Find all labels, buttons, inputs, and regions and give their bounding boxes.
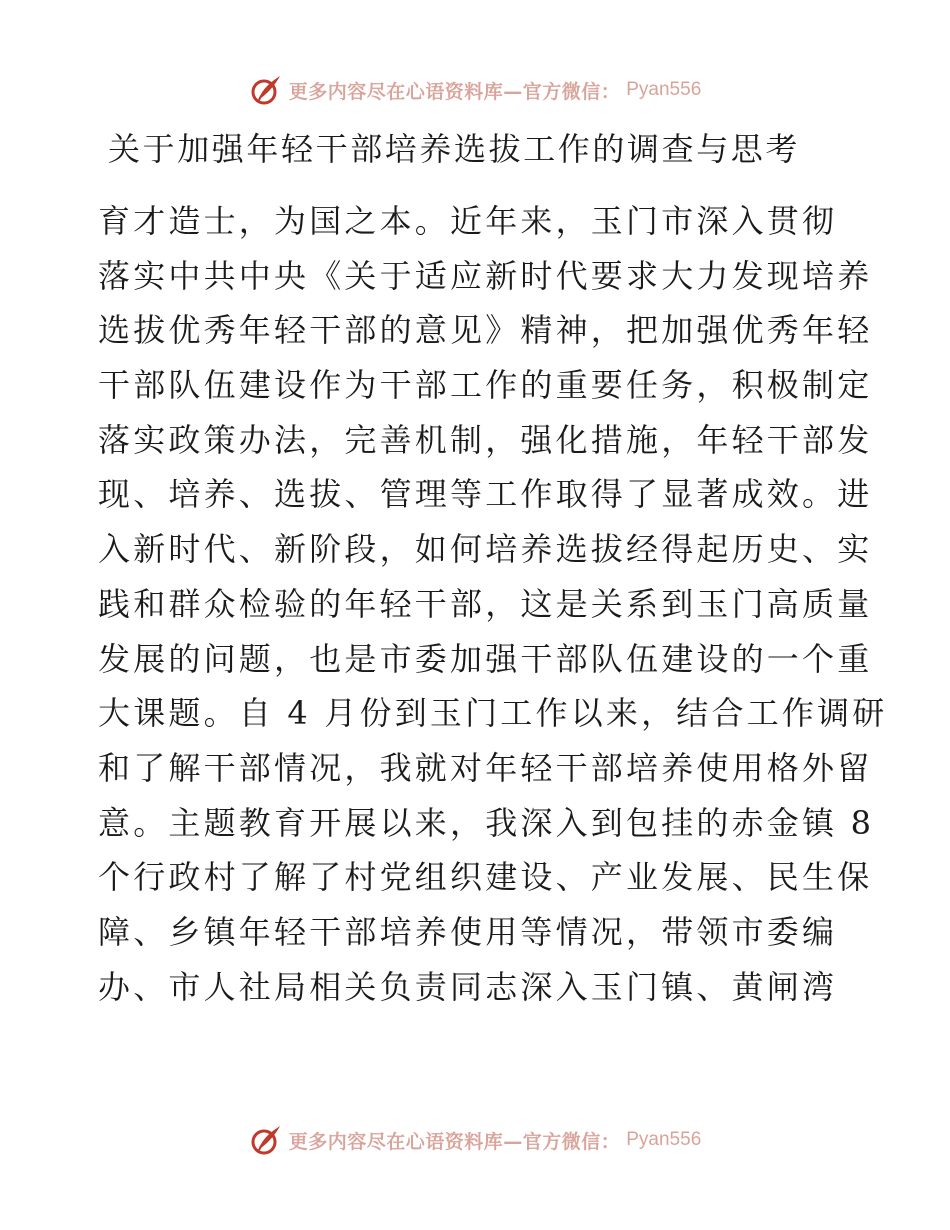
body-line: 干部队伍建设作为干部工作的重要任务，积极制定 [98, 366, 873, 405]
watermark-wechat-id: Pyan556 [626, 79, 702, 100]
body-line: 办、市人社局相关负责同志深入玉门镇、黄闸湾 [98, 967, 838, 1006]
watermark-text: 更多内容尽在心语资料库—官方微信： [288, 80, 621, 103]
body-line: 和了解干部情况，我就对年轻干部培养使用格外留 [98, 748, 873, 787]
body-line: 大课题。自 4 月份到玉门工作以来，结合工作调研 [98, 694, 888, 733]
body-line: 践和群众检验的年轻干部，这是关系到玉门高质量 [98, 584, 873, 623]
body-line: 障、乡镇年轻干部培养使用等情况，带领市委编 [98, 912, 838, 951]
body-line: 个行政村了解了村党组织建设、产业发展、民生保 [98, 858, 873, 897]
body-line: 意。主题教育开展以来，我深入到包挂的赤金镇 8 [98, 803, 875, 842]
body-line: 发展的问题，也是市委加强干部队伍建设的一个重 [98, 639, 873, 678]
quill-logo-icon [249, 1123, 283, 1157]
body-line: 现、培养、选拔、管理等工作取得了显著成效。进 [98, 475, 873, 514]
quill-logo-icon [249, 73, 283, 107]
body-line: 落实中共中央《关于适应新时代要求大力发现培养 [98, 256, 873, 295]
body-line: 选拔优秀年轻干部的意见》精神，把加强优秀年轻 [98, 311, 873, 350]
body-line: 落实政策办法，完善机制，强化措施，年轻干部发 [98, 420, 873, 459]
document-body [98, 194, 888, 1014]
watermark-wechat-id: Pyan556 [626, 1129, 702, 1150]
body-line: 育才造士，为国之本。近年来，玉门市深入贯彻 [98, 202, 838, 240]
watermark-text: 更多内容尽在心语资料库—官方微信： [288, 1130, 621, 1153]
watermark-banner-top [0, 70, 950, 110]
watermark-banner-bottom [0, 1120, 950, 1160]
document-title: 关于加强年轻干部培养选拔工作的调查与思考 [108, 130, 801, 168]
body-line: 入新时代、新阶段，如何培养选拔经得起历史、实 [98, 530, 873, 569]
